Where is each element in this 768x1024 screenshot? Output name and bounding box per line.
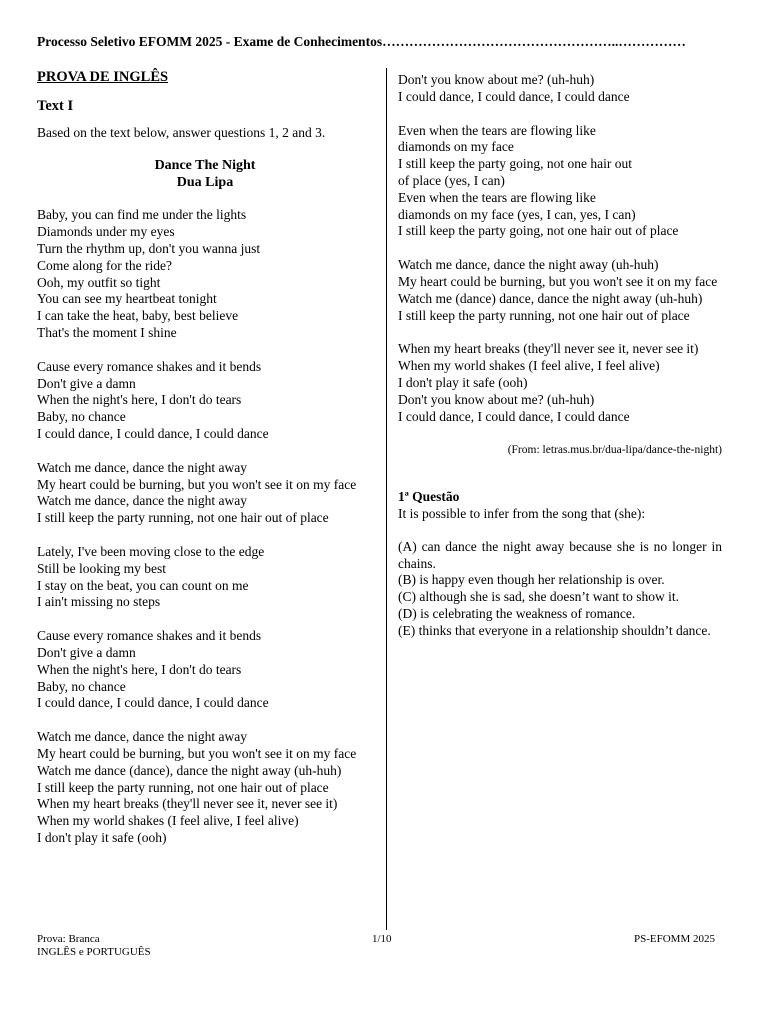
- lyric-line: I still keep the party running, not one hair out of place: [398, 307, 690, 323]
- lyric-line: I could dance, I could dance, I could dance: [398, 408, 630, 424]
- right-column: [398, 72, 722, 640]
- lyrics-right: [398, 72, 722, 425]
- lyric-line: Don't give a damn: [37, 375, 136, 391]
- lyric-line: You can see my heartbeat tonight: [37, 291, 217, 307]
- lyric-line: I could dance, I could dance, I could dance: [398, 88, 630, 104]
- lyric-line: Cause every romance shakes and it bends: [37, 628, 262, 644]
- lyric-line: I don't play it safe (ooh): [398, 374, 528, 390]
- lyric-line: Cause every romance shakes and it bends: [37, 358, 262, 374]
- exam-version: Prova: Branca: [37, 933, 100, 945]
- lyric-line: When my heart breaks (they'll never see it, never see it): [37, 796, 338, 812]
- lyric-line: I still keep the party running, not one hair out of place: [37, 779, 329, 795]
- lyric-line: Don't you know about me? (uh-huh): [398, 72, 595, 87]
- lyric-line: When my world shakes (I feel alive, I feel alive): [398, 358, 660, 374]
- lyric-line: Watch me dance, dance the night away: [37, 729, 247, 745]
- stanza: [37, 544, 373, 611]
- lyric-line: Baby, you can find me under the lights: [37, 207, 247, 223]
- stanza: [37, 729, 373, 847]
- song-title: Dance The Night: [154, 158, 256, 174]
- lyric-line: I could dance, I could dance, I could dance: [37, 695, 269, 711]
- lyric-line: Watch me dance (dance), dance the night away (uh-huh): [37, 762, 342, 778]
- lyric-line: Watch me (dance) dance, dance the night away (uh-huh): [398, 290, 703, 306]
- stanza: [37, 359, 373, 443]
- stanza: [37, 460, 373, 527]
- stanza: [398, 123, 722, 241]
- lyric-line: My heart could be burning, but you won't see it on my face: [398, 273, 718, 289]
- lyric-line: I ain't missing no steps: [37, 594, 161, 610]
- lyric-line: I stay on the beat, you can count on me: [37, 577, 249, 593]
- lyric-line: Ooh, my outfit so tight: [37, 274, 161, 290]
- lyric-line: Turn the rhythm up, don't you wanna just: [37, 240, 261, 256]
- lyric-line: Watch me dance, dance the night away: [37, 459, 247, 475]
- left-column: [37, 69, 373, 864]
- lyric-line: Watch me dance, dance the night away (uh-huh): [398, 257, 659, 273]
- exam-subjects: INGLÊS e PORTUGUÊS: [37, 946, 151, 958]
- footer-right: PS-EFOMM 2025: [634, 933, 715, 945]
- lyric-line: When the night's here, I don't do tears: [37, 661, 242, 677]
- lyrics-left: [37, 207, 373, 846]
- lyric-line: I can take the heat, baby, best believe: [37, 308, 239, 324]
- answer-options: [398, 539, 722, 640]
- lyric-line: diamonds on my face (yes, I can, yes, I can): [398, 206, 636, 222]
- lyric-line: Come along for the ride?: [37, 257, 172, 273]
- page-header: Processo Seletivo EFOMM 2025 - Exame de Conhecimentos……………………………………………..……………: [37, 34, 686, 49]
- song-artist: Dua Lipa: [176, 175, 234, 191]
- lyric-line: My heart could be burning, but you won't see it on my face: [37, 745, 357, 761]
- stanza: [37, 207, 373, 341]
- question-prompt: It is possible to infer from the song that (she):: [398, 505, 646, 521]
- song-heading: [37, 157, 373, 191]
- answer-option: (C) although she is sad, she doesn’t want to show it.: [398, 589, 679, 605]
- lyric-line: That's the moment I shine: [37, 324, 177, 340]
- lyric-line: When my heart breaks (they'll never see it, never see it): [398, 341, 699, 357]
- question-title: 1ª Questão: [398, 489, 460, 505]
- lyric-line: Still be looking my best: [37, 560, 167, 576]
- lyric-line: Don't give a damn: [37, 644, 136, 660]
- lyric-line: Diamonds under my eyes: [37, 224, 175, 240]
- lyric-line: I still keep the party going, not one hair out of place: [398, 223, 679, 239]
- text-label: Text I: [37, 97, 74, 114]
- stanza: [398, 341, 722, 425]
- lyric-line: When my world shakes (I feel alive, I feel alive): [37, 813, 299, 829]
- column-divider: [386, 68, 387, 930]
- answer-option: (A) can dance the night away because she is no longer in chains.: [398, 538, 722, 571]
- lyric-line: Lately, I've been moving close to the edge: [37, 543, 265, 559]
- lyric-line: Baby, no chance: [37, 678, 126, 694]
- stanza: [398, 72, 722, 106]
- lyric-line: of place (yes, I can): [398, 172, 505, 188]
- lyric-line: Don't you know about me? (uh-huh): [398, 391, 595, 407]
- instructions: Based on the text below, answer questions 1, 2 and 3.: [37, 124, 326, 140]
- page-number: 1/10: [372, 933, 392, 945]
- lyric-line: My heart could be burning, but you won't see it on my face: [37, 476, 357, 492]
- footer-left: [37, 933, 151, 959]
- lyric-line: Baby, no chance: [37, 409, 126, 425]
- lyric-line: Even when the tears are flowing like: [398, 189, 596, 205]
- lyric-line: I could dance, I could dance, I could dance: [37, 425, 269, 441]
- lyric-line: I still keep the party running, not one hair out of place: [37, 510, 329, 526]
- answer-option: (B) is happy even though her relationship is over.: [398, 572, 665, 588]
- stanza: [37, 628, 373, 712]
- lyric-line: I still keep the party going, not one hair out: [398, 156, 632, 172]
- lyric-line: When the night's here, I don't do tears: [37, 392, 242, 408]
- exam-section-title: PROVA DE INGLÊS: [37, 69, 169, 85]
- lyric-line: Even when the tears are flowing like: [398, 122, 596, 138]
- lyric-line: Watch me dance, dance the night away: [37, 493, 247, 509]
- question-1: [398, 489, 722, 639]
- stanza: [398, 257, 722, 324]
- lyrics-source: (From: letras.mus.br/dua-lipa/dance-the-night): [507, 444, 722, 457]
- answer-option: (D) is celebrating the weakness of romance.: [398, 605, 636, 621]
- lyric-line: diamonds on my face: [398, 139, 514, 155]
- lyric-line: I don't play it safe (ooh): [37, 829, 167, 845]
- answer-option: (E) thinks that everyone in a relationship shouldn’t dance.: [398, 622, 711, 638]
